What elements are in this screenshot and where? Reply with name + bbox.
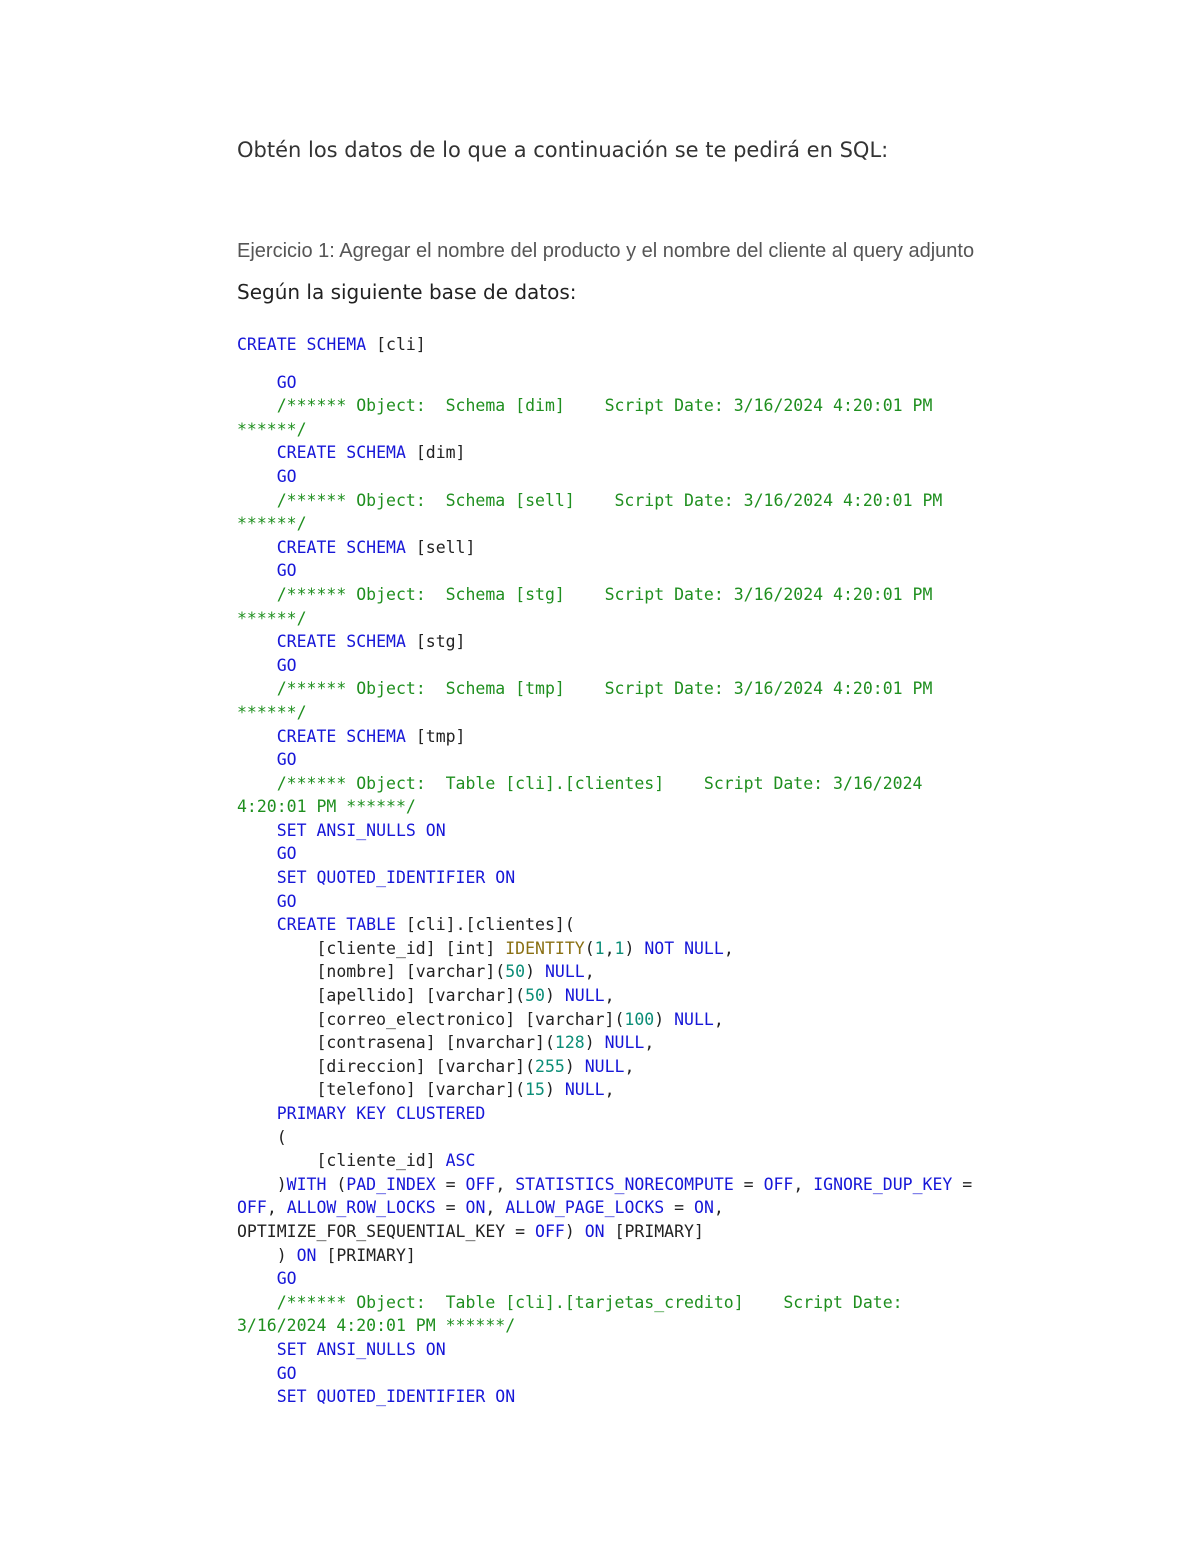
code-token: , (495, 1174, 516, 1194)
code-token: SET ANSI_NULLS ON (276, 820, 446, 840)
code-token: = (664, 1198, 695, 1218)
code-token: NULL (564, 1080, 605, 1100)
code-token (237, 868, 277, 887)
code-line (237, 418, 1037, 442)
sql-code-block (237, 333, 1037, 1409)
code-line (237, 1385, 1037, 1409)
code-token (237, 915, 277, 934)
code-token: ) (544, 986, 565, 1006)
code-token (237, 1387, 277, 1406)
code-token: ( (326, 1174, 347, 1194)
code-token (237, 396, 277, 415)
code-token: CREATE SCHEMA (276, 632, 406, 652)
code-line (237, 630, 1037, 654)
code-token (237, 750, 277, 769)
code-token: ) (525, 962, 545, 982)
exercise-heading: Ejercicio 1: Agregar el nombre del producto y el nombre del cliente al query adjunto (237, 240, 975, 262)
code-token: , (266, 1198, 287, 1218)
code-line (237, 1149, 1037, 1173)
code-token (237, 1364, 277, 1383)
code-token: ) (544, 1080, 565, 1100)
code-token: , (604, 1080, 615, 1100)
code-line (237, 1362, 1037, 1386)
code-token (237, 821, 277, 840)
code-line (237, 1314, 1037, 1338)
code-token: 50 (525, 986, 545, 1006)
code-line (237, 1031, 1037, 1055)
code-line (237, 1267, 1037, 1291)
code-token: PAD_INDEX (346, 1174, 436, 1194)
code-token: [cli] (366, 335, 426, 354)
code-token: [dim] (405, 443, 466, 463)
code-token: , (644, 1033, 655, 1053)
code-token: ) (624, 938, 645, 958)
code-token: ******/ (237, 514, 307, 534)
code-token: IGNORE_DUP_KEY (813, 1174, 953, 1194)
code-token: OFF (237, 1198, 267, 1218)
code-token: NULL (564, 986, 605, 1006)
code-token: GO (276, 561, 297, 581)
code-token (237, 1293, 277, 1312)
code-token: , (624, 1056, 635, 1076)
code-token: [contrasena] [nvarchar]( (237, 1033, 555, 1053)
code-token: 50 (505, 962, 526, 982)
code-token: PRIMARY KEY CLUSTERED (276, 1104, 486, 1123)
code-token: /****** Object: Table [cli].[tarjetas_credito] Script Date: (276, 1292, 903, 1312)
code-token: ) (564, 1056, 585, 1076)
code-token (237, 632, 277, 651)
code-line (237, 1244, 1037, 1268)
code-token: STATISTICS_NORECOMPUTE (515, 1174, 734, 1194)
code-token (237, 774, 277, 793)
code-token: CREATE SCHEMA (237, 335, 367, 354)
code-token: , (793, 1174, 814, 1194)
code-token: OFF (535, 1221, 565, 1241)
code-token (237, 373, 277, 392)
code-line (237, 866, 1037, 890)
code-token: ON (584, 1221, 605, 1241)
code-line (237, 1338, 1037, 1362)
code-token: = (733, 1174, 764, 1194)
code-token: ) (237, 1245, 297, 1265)
code-token: ( (584, 938, 595, 958)
code-token (237, 561, 277, 580)
code-token: GO (276, 372, 297, 392)
code-line (237, 1196, 1037, 1220)
code-token: GO (276, 655, 297, 675)
code-token: , (713, 1198, 724, 1218)
code-line (237, 394, 1037, 418)
code-line (237, 1291, 1037, 1315)
code-line (237, 357, 1037, 371)
code-line (237, 559, 1037, 583)
code-token (237, 443, 277, 462)
code-line (237, 465, 1037, 489)
code-token: ) (584, 1033, 605, 1053)
code-line (237, 701, 1037, 725)
code-token: ( (237, 1127, 287, 1147)
code-token: GO (276, 891, 297, 911)
code-token (237, 538, 277, 557)
code-token: ) (237, 1174, 287, 1194)
code-line (237, 654, 1037, 678)
code-token: SET QUOTED_IDENTIFIER ON (276, 868, 516, 888)
code-line (237, 1126, 1037, 1150)
code-token: IDENTITY (505, 938, 585, 958)
code-line (237, 819, 1037, 843)
code-token: /****** Object: Schema [dim] Script Date: 3/16/2024 4:20:01 PM (276, 396, 933, 416)
code-token: OPTIMIZE_FOR_SEQUENTIAL_KEY = (237, 1221, 536, 1241)
code-token: [PRIMARY] (316, 1245, 416, 1265)
code-token: 1 (594, 938, 605, 958)
code-token: /****** Object: Schema [stg] Script Date: 3/16/2024 4:20:01 PM (276, 584, 933, 604)
code-token: ON (296, 1245, 317, 1265)
code-line (237, 890, 1037, 914)
intro-text: Obtén los datos de lo que a continuación se te pedirá en SQL: (237, 138, 889, 162)
code-line (237, 748, 1037, 772)
code-line (237, 1102, 1037, 1126)
code-token: CREATE SCHEMA (276, 443, 406, 463)
code-line (237, 1220, 1037, 1244)
code-line (237, 913, 1037, 937)
code-token: [cliente_id] (237, 1151, 446, 1171)
code-line (237, 842, 1037, 866)
code-line (237, 772, 1037, 796)
code-line (237, 937, 1037, 961)
context-text: Según la siguiente base de datos: (237, 280, 577, 304)
code-token: ******/ (237, 419, 307, 439)
code-token: OFF (763, 1174, 794, 1194)
code-token: NULL (584, 1056, 625, 1076)
code-token: GO (276, 1269, 297, 1289)
code-token: [cli].[clientes]( (395, 915, 575, 935)
code-token: ON (465, 1198, 486, 1218)
code-token: [tmp] (405, 726, 466, 746)
code-token: 100 (624, 1009, 655, 1029)
code-line (237, 960, 1037, 984)
code-token: = (952, 1174, 973, 1194)
code-token (237, 892, 277, 911)
code-token: = (435, 1198, 466, 1218)
code-line (237, 371, 1037, 395)
code-token: [telefono] [varchar]( (237, 1080, 526, 1100)
code-token: NULL (674, 1009, 714, 1029)
code-token: 128 (554, 1033, 585, 1053)
code-token (237, 585, 277, 604)
code-line (237, 795, 1037, 819)
code-token: , (485, 1198, 506, 1218)
code-token: ) (564, 1221, 585, 1241)
code-token: = (435, 1174, 466, 1194)
code-token: ******/ (237, 608, 307, 628)
code-token: , (723, 938, 734, 958)
code-token: GO (276, 466, 297, 486)
code-token: /****** Object: Schema [tmp] Script Date: 3/16/2024 4:20:01 PM (276, 679, 933, 699)
code-line (237, 512, 1037, 536)
code-line (237, 583, 1037, 607)
code-line (237, 1055, 1037, 1079)
code-token: [nombre] [varchar]( (237, 962, 506, 982)
code-line (237, 489, 1037, 513)
code-token (237, 844, 277, 863)
code-token: 4:20:01 PM ******/ (237, 797, 416, 817)
code-token: ON (694, 1198, 714, 1218)
code-token: ******/ (237, 702, 307, 722)
code-line (237, 333, 1037, 357)
code-line (237, 441, 1037, 465)
code-token: ASC (445, 1151, 476, 1171)
code-token: [sell] (405, 537, 476, 557)
code-token: , (604, 986, 615, 1006)
code-token: [cliente_id] [int] (237, 938, 506, 958)
code-token (237, 679, 277, 698)
code-token: CREATE SCHEMA (276, 726, 406, 746)
code-token: ALLOW_ROW_LOCKS (286, 1198, 436, 1218)
code-token: , (604, 938, 615, 958)
code-token: SET QUOTED_IDENTIFIER ON (276, 1387, 516, 1407)
code-token: 15 (525, 1080, 545, 1100)
code-line (237, 1078, 1037, 1102)
code-token: WITH (286, 1174, 327, 1194)
code-token: SET ANSI_NULLS ON (276, 1339, 446, 1359)
code-token: , (713, 1009, 724, 1029)
code-line (237, 984, 1037, 1008)
code-token: OFF (465, 1174, 496, 1194)
code-token: /****** Object: Schema [sell] Script Date: 3/16/2024 4:20:01 PM (276, 490, 943, 510)
code-token (237, 727, 277, 746)
code-token: , (584, 962, 595, 982)
code-line (237, 536, 1037, 560)
code-token (237, 491, 277, 510)
code-token: [PRIMARY] (604, 1221, 704, 1241)
code-token: GO (276, 750, 297, 770)
code-token: 1 (614, 938, 625, 958)
code-token: ) (654, 1009, 675, 1029)
code-token: [correo_electronico] [varchar]( (237, 1009, 625, 1029)
code-line (237, 677, 1037, 701)
code-token: 255 (535, 1056, 565, 1076)
code-token: CREATE SCHEMA (276, 537, 406, 557)
code-token: /****** Object: Table [cli].[clientes] Script Date: 3/16/2024 (276, 773, 923, 793)
code-line (237, 1008, 1037, 1032)
code-token: 3/16/2024 4:20:01 PM ******/ (237, 1316, 516, 1336)
code-line (237, 725, 1037, 749)
code-token (237, 467, 277, 486)
code-token: CREATE TABLE (276, 915, 396, 935)
code-token: [direccion] [varchar]( (237, 1056, 536, 1076)
code-token: [stg] (405, 632, 466, 652)
code-token (237, 1104, 277, 1123)
code-line (237, 607, 1037, 631)
code-token (237, 1340, 277, 1359)
code-line (237, 1173, 1037, 1197)
code-token (237, 656, 277, 675)
code-token (237, 1269, 277, 1288)
code-token: GO (276, 1363, 297, 1383)
code-token: NULL (544, 962, 585, 982)
code-token: NULL (604, 1033, 645, 1053)
code-token: NOT NULL (644, 938, 724, 958)
code-token: GO (276, 844, 297, 864)
code-token: [apellido] [varchar]( (237, 986, 526, 1006)
code-token: ALLOW_PAGE_LOCKS (505, 1198, 665, 1218)
